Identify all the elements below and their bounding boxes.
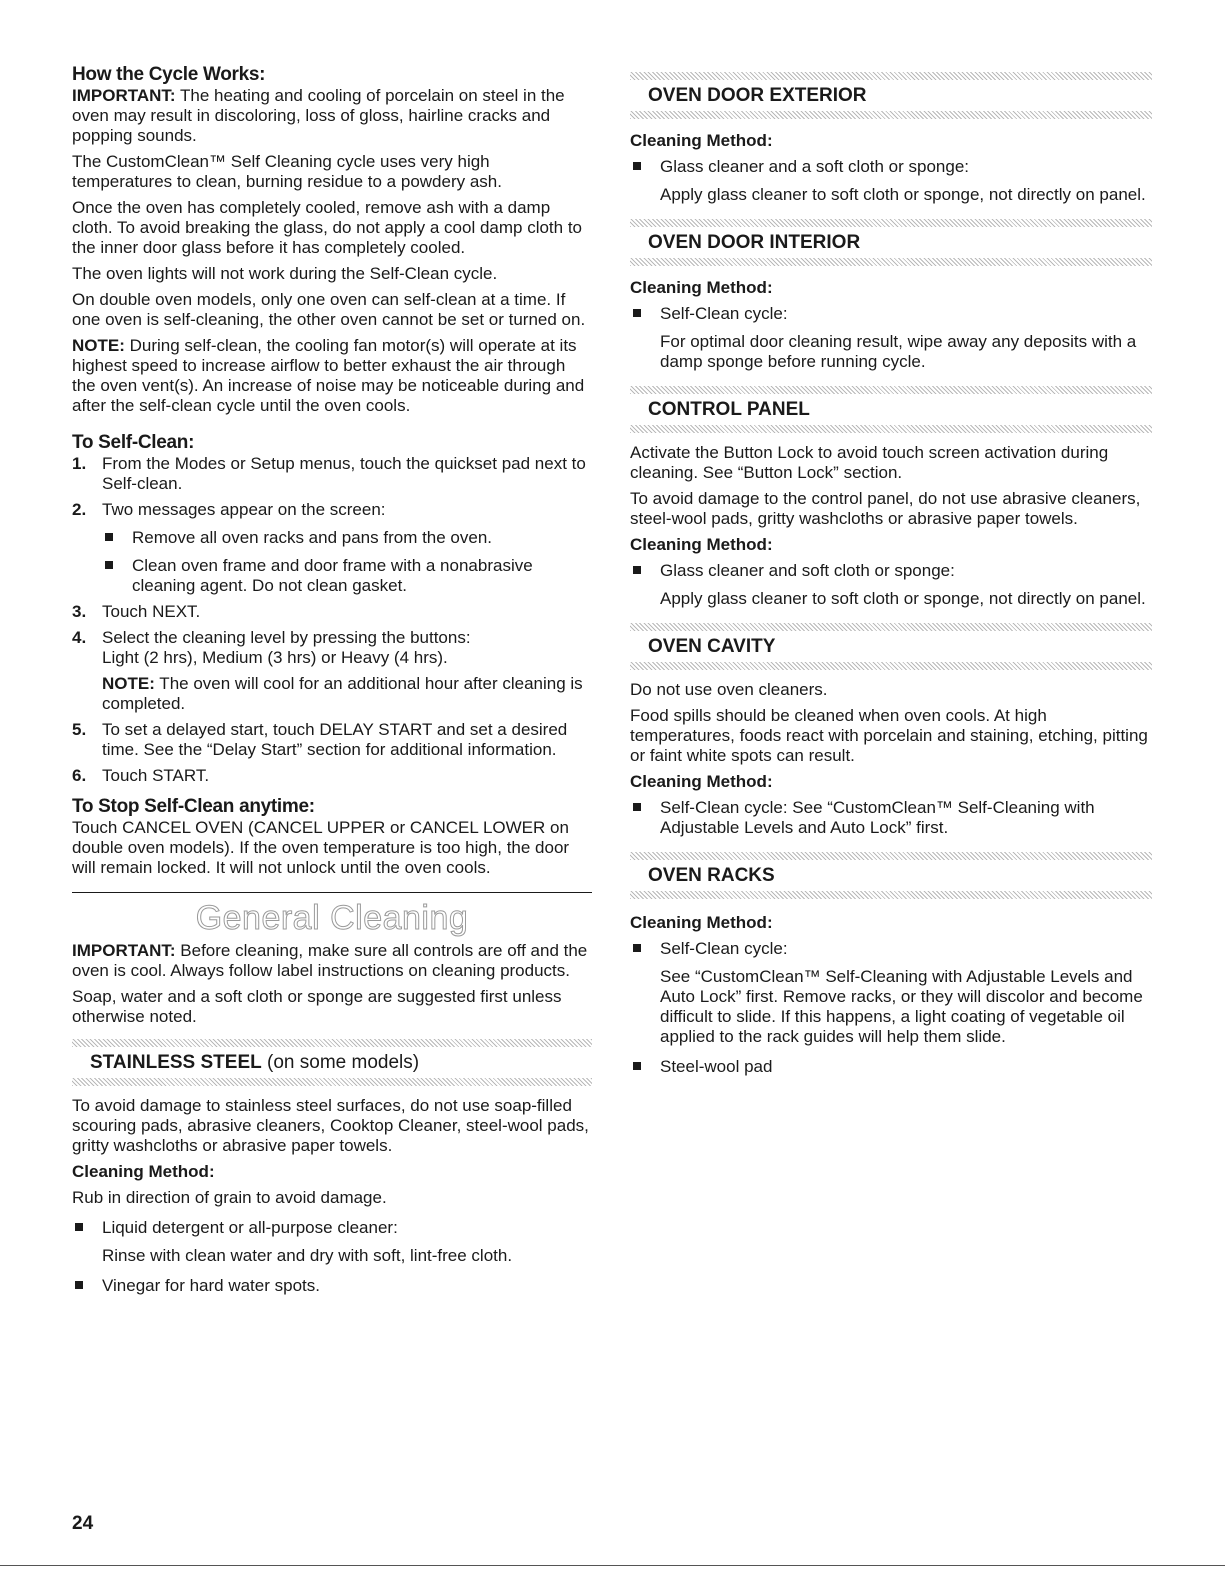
step-item: 2. Two messages appear on the screen: Remove all oven racks and pans from the oven. Clean oven frame and door frame with a nonabrasive cleaning agent. Do not clean gasket.	[72, 500, 592, 596]
header-band	[630, 623, 1152, 631]
control-panel-heading: CONTROL PANEL	[648, 399, 810, 420]
step-item: 5. To set a delayed start, touch DELAY START and set a desired time. See the “Delay Start” section for additional information.	[72, 720, 568, 759]
oven-door-exterior-heading: OVEN DOOR EXTERIOR	[648, 85, 867, 106]
header-band	[72, 1078, 592, 1086]
page-number: 24	[72, 1513, 94, 1534]
exterior-section	[630, 72, 1152, 119]
step-item: 3. Touch NEXT.	[72, 602, 201, 621]
step-item: 4. Select the cleaning level by pressing the buttons: Light (2 hrs), Medium (3 hrs) or Heavy (4 hrs). NOTE: The oven will cool for an additional hour after cleaning is completed.	[72, 628, 592, 714]
cycle-important: IMPORTANT: The heating and cooling of porcelain on steel in the oven may result in discoloring, loss of gloss, hairline cracks and popping sounds.	[72, 86, 565, 145]
cycle-paragraph: The oven lights will not work during the Self-Clean cycle.	[72, 264, 498, 283]
cycle-heading: How the Cycle Works:	[72, 64, 266, 85]
control-panel-section	[630, 386, 1152, 433]
cleaning-method-label: Cleaning Method:	[72, 1162, 215, 1181]
header-band	[630, 852, 1152, 860]
self-clean-steps	[72, 454, 592, 786]
header-band	[630, 386, 1152, 394]
stainless-paragraph: To avoid damage to stainless steel surfaces, do not use soap-filled scouring pads, abrasive cleaners, Cooktop Cleaner, steel-wool pads, gritty washcloths or abrasive paper towels.	[72, 1096, 589, 1155]
stainless-section	[72, 1039, 592, 1086]
square-bullet-icon	[72, 1276, 102, 1296]
section-divider	[72, 892, 592, 893]
self-clean-heading: To Self-Clean:	[72, 432, 195, 453]
general-cleaning-title: General Cleaning	[195, 899, 469, 937]
bullet-subtext: Rinse with clean water and dry with soft, lint-free cloth.	[102, 1246, 513, 1265]
header-band	[630, 219, 1152, 227]
step-item: 1. From the Modes or Setup menus, touch the quickset pad next to Self-clean.	[72, 454, 586, 493]
bullet-item: Glass cleaner and soft cloth or sponge:	[630, 561, 1152, 581]
header-band	[630, 258, 1152, 266]
general-important: IMPORTANT: Before cleaning, make sure all controls are off and the oven is cool. Always follow label instructions on cleaning products.	[72, 941, 588, 980]
oven-door-interior-heading: OVEN DOOR INTERIOR	[648, 232, 861, 253]
cavity-paragraph: Do not use oven cleaners.	[630, 680, 828, 699]
oven-racks-section	[630, 852, 1152, 899]
cycle-paragraph: The CustomClean™ Self Cleaning cycle uses very high temperatures to clean, burning residue to a powdery ash.	[72, 152, 502, 191]
bullet-item: Self-Clean cycle: See “CustomClean™ Self-Cleaning with Adjustable Levels and Auto Lock” first.	[630, 798, 1152, 838]
bullet-item: Steel-wool pad	[630, 1057, 1152, 1077]
cleaning-method-label: Cleaning Method:	[630, 535, 773, 554]
cleaning-method-label: Cleaning Method:	[630, 772, 773, 791]
right-column	[630, 72, 1152, 1085]
bullet-subtext: Apply glass cleaner to soft cloth or sponge, not directly on panel.	[660, 589, 1146, 608]
stop-paragraph: Touch CANCEL OVEN (CANCEL UPPER or CANCEL LOWER on double oven models). If the oven temperature is too high, the door will remain locked. It will not unlock until the oven cools.	[72, 818, 570, 877]
header-band	[72, 1039, 592, 1047]
bullet-item: Glass cleaner and a soft cloth or sponge:	[630, 157, 1152, 177]
bullet-item: Vinegar for hard water spots.	[72, 1276, 592, 1296]
cavity-paragraph: Food spills should be cleaned when oven cools. At high temperatures, foods react with porcelain and staining, etching, pitting or faint white spots can result.	[630, 706, 1148, 765]
square-bullet-icon	[630, 1057, 660, 1077]
oven-cavity-section	[630, 623, 1152, 670]
oven-racks-heading: OVEN RACKS	[648, 865, 775, 886]
bullet-subtext: For optimal door cleaning result, wipe away any deposits with a damp sponge before running cycle.	[660, 332, 1137, 371]
bullet-item: Self-Clean cycle:	[630, 939, 1152, 959]
cleaning-method-label: Cleaning Method:	[630, 278, 773, 297]
square-bullet-icon	[102, 556, 132, 596]
panel-paragraph: To avoid damage to the control panel, do not use abrasive cleaners, steel-wool pads, gritty washcloths or abrasive paper towels.	[630, 489, 1141, 528]
cycle-paragraph: Once the oven has completely cooled, remove ash with a damp cloth. To avoid breaking the glass, do not apply a cool damp cloth to the inner door glass before it has completely cooled.	[72, 198, 583, 257]
bullet-item: Self-Clean cycle:	[630, 304, 1152, 324]
cleaning-method-label: Cleaning Method:	[630, 913, 773, 932]
square-bullet-icon	[630, 561, 660, 581]
bullet-subtext: See “CustomClean™ Self-Cleaning with Adjustable Levels and Auto Lock” first. Remove racks, or they will discolor and become difficult to slide. If this happens, a light coating of vegetable oil applied to the rack guides will help them slide.	[660, 967, 1143, 1046]
header-band	[630, 425, 1152, 433]
header-band	[630, 891, 1152, 899]
cycle-paragraph: On double oven models, only one oven can self-clean at a time. If one oven is self-cleaning, the other oven cannot be set or turned on.	[72, 290, 586, 329]
cleaning-method-label: Cleaning Method:	[630, 131, 773, 150]
bullet-item: Remove all oven racks and pans from the oven.	[102, 528, 592, 548]
square-bullet-icon	[630, 304, 660, 324]
step-note: NOTE: The oven will cool for an additional hour after cleaning is completed.	[102, 674, 583, 713]
header-band	[630, 111, 1152, 119]
cycle-note: NOTE: During self-clean, the cooling fan motor(s) will operate at its highest speed to increase airflow to better exhaust the air through the oven vent(s). An increase of noise may be noticeable during and after the self-clean cycle until the oven cools.	[72, 336, 585, 415]
header-band	[630, 662, 1152, 670]
page-bottom-rule	[0, 1565, 1225, 1566]
interior-section	[630, 219, 1152, 266]
oven-cavity-heading: OVEN CAVITY	[648, 636, 776, 657]
header-band	[630, 72, 1152, 80]
bullet-item: Liquid detergent or all-purpose cleaner:	[72, 1218, 592, 1238]
stainless-heading: STAINLESS STEEL (on some models)	[90, 1052, 420, 1073]
square-bullet-icon	[102, 528, 132, 548]
square-bullet-icon	[630, 939, 660, 959]
square-bullet-icon	[630, 798, 660, 838]
bullet-item: Clean oven frame and door frame with a nonabrasive cleaning agent. Do not clean gasket.	[102, 556, 592, 596]
square-bullet-icon	[72, 1218, 102, 1238]
left-column	[72, 64, 592, 1304]
step-item: 6. Touch START.	[72, 766, 210, 785]
stop-heading: To Stop Self-Clean anytime:	[72, 796, 315, 817]
general-paragraph: Soap, water and a soft cloth or sponge are suggested first unless otherwise noted.	[72, 987, 562, 1026]
stainless-rub: Rub in direction of grain to avoid damage.	[72, 1188, 387, 1207]
square-bullet-icon	[630, 157, 660, 177]
panel-paragraph: Activate the Button Lock to avoid touch screen activation during cleaning. See “Button Lock” section.	[630, 443, 1109, 482]
bullet-subtext: Apply glass cleaner to soft cloth or sponge, not directly on panel.	[660, 185, 1146, 204]
